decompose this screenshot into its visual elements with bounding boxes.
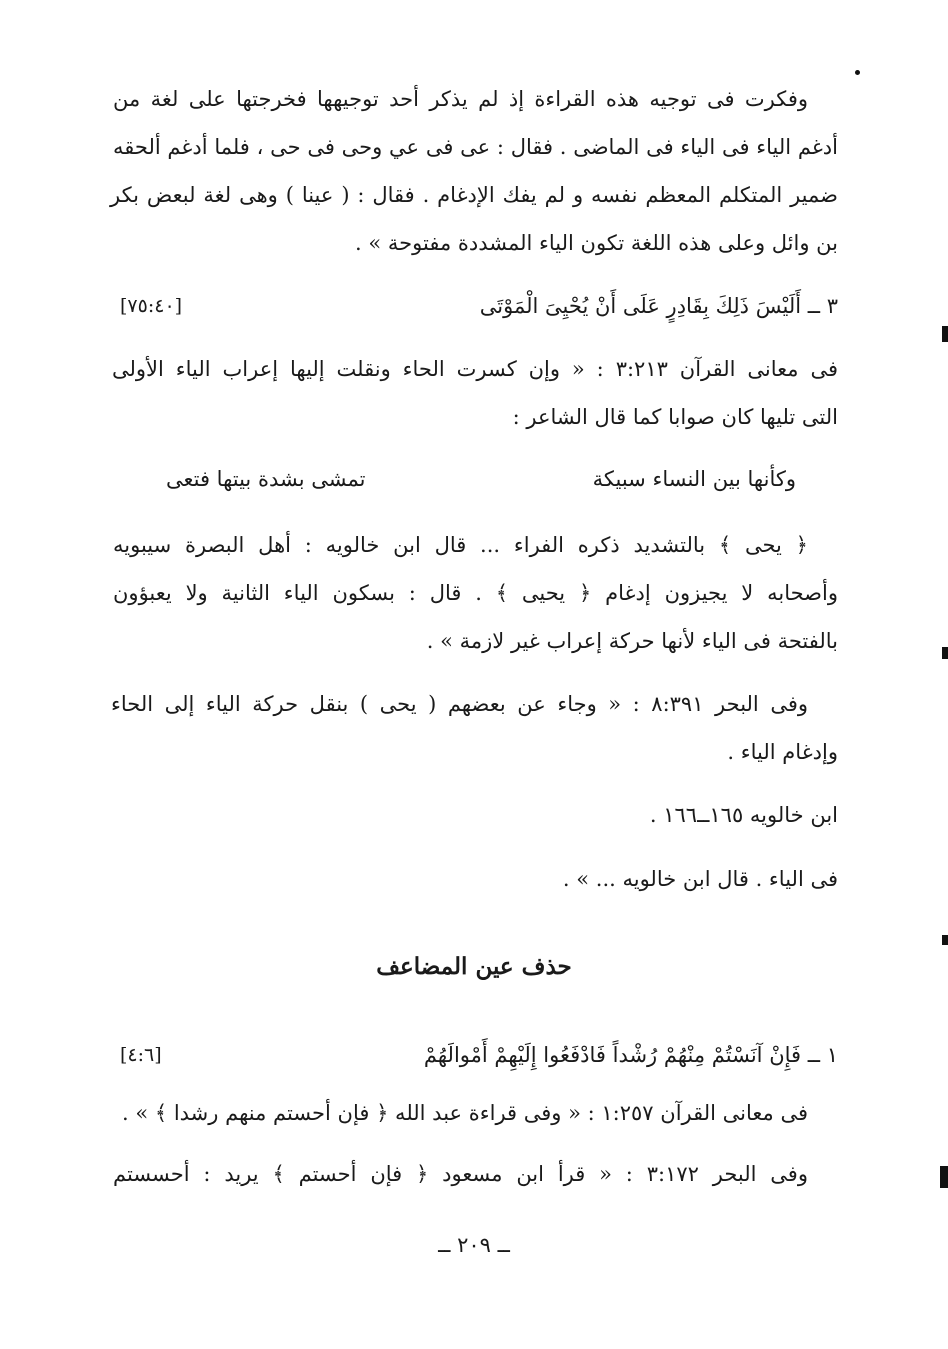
paragraph4-line1: وفى البحر ٨:٣٩١ : « وجاء عن بعضهم ( يحى ) بنقل حركة الياء إلى الحاء <box>111 692 808 716</box>
verse-1-reference: [٤:٦] <box>120 1044 162 1066</box>
poem-hemistich-2: تمشى بشدة بيتها فتعى <box>166 467 366 491</box>
paragraph2-line1: فى معانى القرآن ٣:٢١٣ : « وإن كسرت الحاء ونقلت إليها إعراب الياء الأولى <box>112 357 838 381</box>
paragraph1-line1: وفكرت فى توجيه هذه القراءة إذ لم يذكر أحد توجيهها فخرجتها على لغة من <box>113 87 808 111</box>
paragraph4-line2: وإدغام الياء . <box>727 740 838 764</box>
verse-3-reference: [٧٥:٤٠] <box>120 295 183 317</box>
ibn-khalawayh-line: ابن خالويه ١٦٥ــ١٦٦ . <box>649 803 838 827</box>
paragraph2-line2: التى تليها كان صوابا كما قال الشاعر : <box>512 405 838 429</box>
paragraph5: فى معانى القرآن ١:٢٥٧ : « وفى قراءة عبد الله ﴿ فإن أحستم منهم رشدا ﴾ » . <box>121 1101 808 1125</box>
paragraph3-line2: وأصحابه لا يجيزون إدغام ﴿ يحيى ﴾ . قال : بسكون الياء الثانية ولا يعبؤون <box>113 581 838 605</box>
paragraph1-line2: أدغم الياء فى الياء فى الماضى . فقال : عى فى عي وحى فى حى ، فلما أدغم ألحقه <box>113 135 838 159</box>
verse-1: ١ ــ فَإِنْ آنَسْتُمْ مِنْهُمْ رُشْداً فَادْفَعُوا إِلَيْهِمْ أَمْوالَهُمْ <box>423 1043 838 1067</box>
paragraph1-line3: ضمير المتكلم المعظم نفسه و لم يفك الإدغام . فقال : ( عينا ) وهى لغة لبعض بكر <box>110 183 838 207</box>
paragraph3-line1: ﴿ يحى ﴾ بالتشديد ذكره الفراء ... قال ابن خالويه : أهل البصرة سيبويه <box>113 533 808 557</box>
verse-3: ٣ ــ أَلَيْسَ ذَلِكَ بِقَادِرٍ عَلَى أَنْ يُحْيِىَ الْمَوْتَى <box>479 294 838 318</box>
edge-mark <box>940 1166 948 1188</box>
paragraph6: وفى البحر ٣:١٧٢ : « قرأ ابن مسعود ﴿ فإن أحستم ﴾ يريد : أحسستم <box>113 1162 808 1186</box>
edge-mark <box>942 326 948 342</box>
edge-mark <box>942 935 948 945</box>
edge-mark <box>942 647 948 659</box>
speck-mark <box>855 70 860 75</box>
page-number: ــ ٢٠٩ ــ <box>438 1233 510 1257</box>
paragraph1-line4: بن وائل وعلى هذه اللغة تكون الياء المشددة مفتوحة » . <box>355 231 838 255</box>
paragraph3-line3: بالفتحة فى الياء لأنها حركة إعراب غير لازمة » . <box>426 629 838 653</box>
section-heading: حذف عين المضاعف <box>376 953 572 980</box>
poem-hemistich-1: وكأنها بين النساء سبيكة <box>592 467 796 491</box>
fi-alya-line: فى الياء . قال ابن خالويه ... » . <box>562 867 838 891</box>
